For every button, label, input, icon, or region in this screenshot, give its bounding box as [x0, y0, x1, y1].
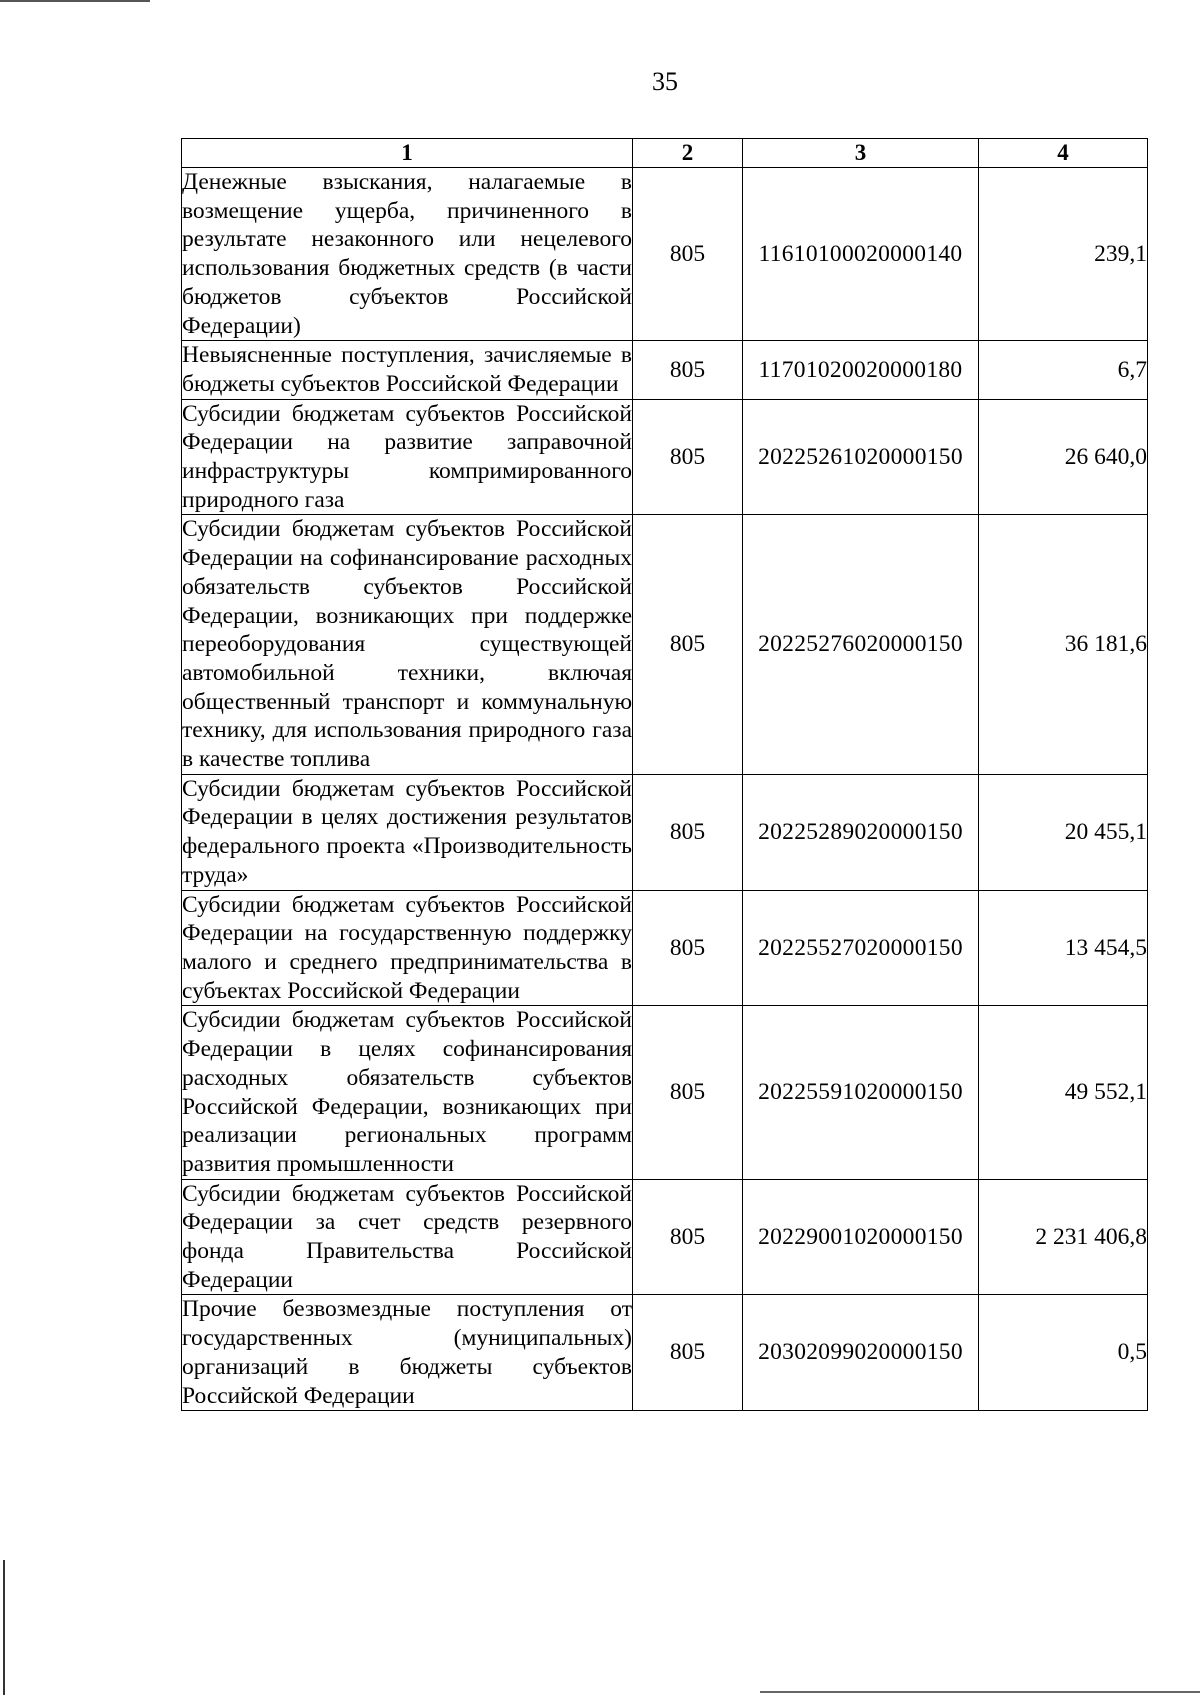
row-budget-code: 20225289020000150: [743, 774, 979, 890]
table-row: [182, 1006, 1148, 1179]
row-description: Невыясненные поступления, зачисляемые в бюджеты субъектов Российской Федерации: [182, 341, 633, 399]
row-budget-code: 20229001020000150: [743, 1179, 979, 1295]
column-header-4: 4: [979, 139, 1148, 168]
row-amount: 26 640,0: [979, 399, 1148, 515]
row-amount: 2 231 406,8: [979, 1179, 1148, 1295]
row-amount: 13 454,5: [979, 890, 1148, 1006]
table-row: [182, 168, 1148, 341]
row-description: Прочие безвозмездные поступления от государственных (муниципальных) организаций в бюджеты субъектов Российской Федерации: [182, 1295, 633, 1411]
row-budget-code: 20225276020000150: [743, 515, 979, 774]
row-budget-code: 11701020020000180: [743, 341, 979, 399]
row-amount: 0,5: [979, 1295, 1148, 1411]
row-admin-code: 805: [633, 1006, 743, 1179]
row-budget-code: 20225261020000150: [743, 399, 979, 515]
row-admin-code: 805: [633, 515, 743, 774]
row-description: Субсидии бюджетам субъектов Российской Федерации за счет средств резервного фонда Правительства Российской Федерации: [182, 1179, 633, 1295]
row-description: Субсидии бюджетам субъектов Российской Федерации в целях достижения результатов федерального проекта «Производительность труда»: [182, 774, 633, 890]
row-admin-code: 805: [633, 341, 743, 399]
row-budget-code: 11610100020000140: [743, 168, 979, 341]
row-admin-code: 805: [633, 1179, 743, 1295]
revenue-table: [181, 138, 1148, 1411]
table-row: [182, 774, 1148, 890]
row-admin-code: 805: [633, 399, 743, 515]
row-description: Субсидии бюджетам субъектов Российской Федерации на софинансирование расходных обязательств субъектов Российской Федерации, возникающих при поддержке переоборудования существующей автомобильной техники, включая общественный транспорт и коммунальную технику, для использования природного газа в качестве топлива: [182, 515, 633, 774]
scan-edge-line-top: [0, 0, 150, 2]
row-description: Субсидии бюджетам субъектов Российской Федерации на государственную поддержку малого и среднего предпринимательства в субъектах Российской Федерации: [182, 890, 633, 1006]
row-amount: 6,7: [979, 341, 1148, 399]
page-number: 35: [652, 67, 678, 96]
table-row: [182, 890, 1148, 1006]
column-header-1: 1: [182, 139, 633, 168]
row-admin-code: 805: [633, 168, 743, 341]
row-budget-code: 20302099020000150: [743, 1295, 979, 1411]
column-header-3: 3: [743, 139, 979, 168]
row-amount: 36 181,6: [979, 515, 1148, 774]
column-header-2: 2: [633, 139, 743, 168]
row-admin-code: 805: [633, 774, 743, 890]
row-amount: 239,1: [979, 168, 1148, 341]
table-row: [182, 399, 1148, 515]
row-description: Субсидии бюджетам субъектов Российской Федерации в целях софинансирования расходных обязательств субъектов Российской Федерации, возникающих при реализации региональных программ развития промышленности: [182, 1006, 633, 1179]
table-row: [182, 1295, 1148, 1411]
row-description: Субсидии бюджетам субъектов Российской Федерации на развитие заправочной инфраструктуры компримированного природного газа: [182, 399, 633, 515]
table-header-row: [182, 139, 1148, 168]
table-row: [182, 341, 1148, 399]
table-row: [182, 1179, 1148, 1295]
row-budget-code: 20225527020000150: [743, 890, 979, 1006]
row-admin-code: 805: [633, 1295, 743, 1411]
row-description: Денежные взыскания, налагаемые в возмещение ущерба, причиненного в результате незаконного или нецелевого использования бюджетных средств (в части бюджетов субъектов Российской Федерации): [182, 168, 633, 341]
row-amount: 20 455,1: [979, 774, 1148, 890]
row-amount: 49 552,1: [979, 1006, 1148, 1179]
row-admin-code: 805: [633, 890, 743, 1006]
scan-edge-line-bottom: [760, 1691, 1200, 1693]
row-budget-code: 20225591020000150: [743, 1006, 979, 1179]
scan-edge-line-left: [3, 1560, 5, 1695]
table-row: [182, 515, 1148, 774]
